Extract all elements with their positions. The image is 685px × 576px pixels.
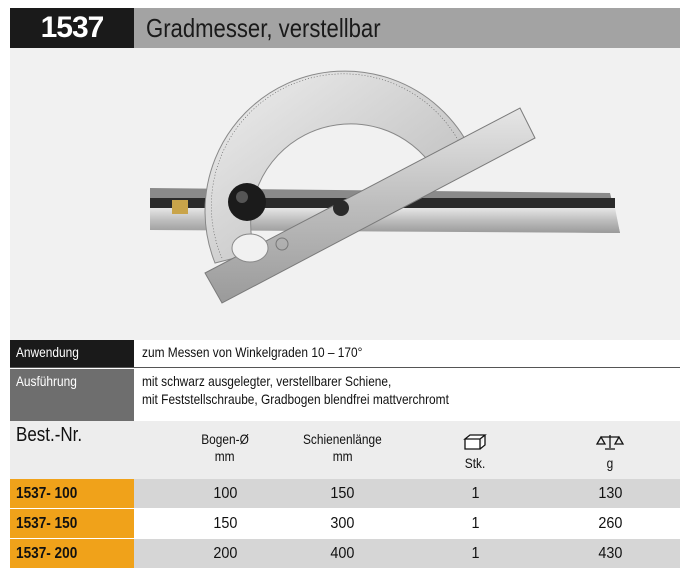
cell-stk — [440, 509, 510, 538]
row-id — [10, 479, 134, 508]
header-best-nr-text: Best.-Nr. — [16, 424, 83, 446]
header-schiene-unit: mm — [332, 448, 353, 464]
cell-weight-text: 260 — [597, 514, 623, 532]
header-schiene — [275, 431, 410, 465]
table-row — [10, 509, 680, 538]
row-id — [10, 539, 134, 568]
cell-bogen-text: 200 — [212, 544, 238, 562]
cell-bogen-text: 100 — [212, 484, 238, 502]
header-bogen-text: Bogen-Ø — [201, 431, 249, 447]
table-row — [10, 539, 680, 568]
ausfuehrung-label-text: Ausführung — [16, 373, 77, 389]
cell-schiene-text: 150 — [330, 484, 355, 502]
ausfuehrung-row — [10, 369, 680, 421]
ausfuehrung-line-1: mit schwarz ausgelegter, verstellbarer Schiene, — [142, 373, 392, 389]
cell-stk — [440, 479, 510, 508]
ausfuehrung-label — [10, 369, 134, 421]
table-header — [10, 421, 680, 479]
box-icon — [462, 433, 488, 451]
anwendung-row — [10, 340, 680, 368]
ausfuehrung-value — [134, 369, 680, 421]
cell-schiene — [275, 509, 410, 538]
anwendung-label — [10, 340, 134, 367]
cell-weight — [570, 479, 650, 508]
cell-stk-text: 1 — [470, 514, 480, 532]
product-photo — [10, 48, 680, 340]
cell-bogen — [160, 479, 290, 508]
anwendung-label-text: Anwendung — [16, 344, 79, 360]
cell-weight — [570, 509, 650, 538]
anwendung-text: zum Messen von Winkelgraden 10 – 170° — [142, 344, 363, 360]
cell-bogen — [160, 539, 290, 568]
cell-weight — [570, 539, 650, 568]
header-bogen-unit: mm — [215, 448, 235, 464]
row-id — [10, 509, 134, 538]
header-stk-text: Stk. — [464, 455, 486, 471]
header-best-nr — [16, 424, 94, 446]
cell-stk-text: 1 — [470, 544, 480, 562]
product-title-box — [134, 8, 680, 48]
header-bogen — [160, 431, 290, 465]
header-schiene-text: Schienenlänge — [303, 431, 382, 447]
cell-stk-text: 1 — [470, 484, 480, 502]
product-number: 1537 — [10, 8, 134, 48]
row-id-text: 1537- 100 — [16, 484, 78, 502]
cell-schiene-text: 300 — [330, 514, 355, 532]
cell-schiene-text: 400 — [330, 544, 355, 562]
cell-bogen — [160, 509, 290, 538]
cell-schiene — [275, 479, 410, 508]
ausfuehrung-line-2: mit Feststellschraube, Gradbogen blendfrei mattverchromt — [142, 391, 449, 407]
table-row — [10, 479, 680, 508]
product-title: Gradmesser, verstellbar — [146, 12, 381, 43]
header-weight — [570, 433, 650, 472]
cell-weight-text: 430 — [597, 544, 623, 562]
header-weight-unit: g — [606, 455, 614, 471]
scale-icon — [595, 433, 625, 451]
anwendung-value — [134, 340, 680, 367]
cell-weight-text: 130 — [597, 484, 623, 502]
cell-stk — [440, 539, 510, 568]
row-id-text: 1537- 150 — [16, 514, 78, 532]
product-header — [10, 8, 680, 48]
row-id-text: 1537- 200 — [16, 544, 78, 562]
protractor-photo-icon — [10, 48, 680, 340]
cell-bogen-text: 150 — [212, 514, 238, 532]
header-stk — [440, 433, 510, 472]
cell-schiene — [275, 539, 410, 568]
